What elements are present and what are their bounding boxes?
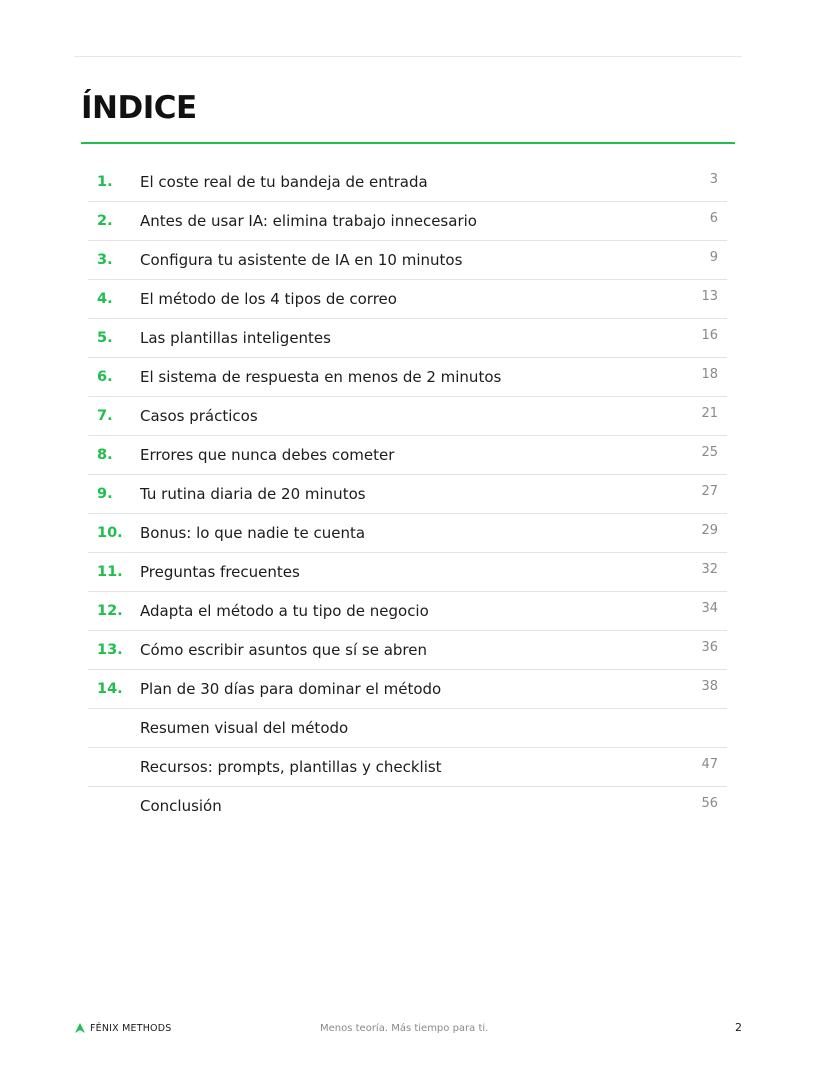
toc-entry-page-number: 36 (701, 640, 718, 655)
toc-entry[interactable] (88, 709, 727, 748)
toc-entry[interactable] (88, 358, 727, 397)
brand-name: FÉNIX METHODS (90, 1022, 172, 1034)
toc-entry-page-number: 18 (701, 367, 718, 382)
toc-entry-title: El coste real de tu bandeja de entrada (140, 173, 428, 191)
toc-entry-title: Casos prácticos (140, 407, 258, 425)
toc-entry-number: 6. (97, 369, 113, 385)
toc-entry-number: 2. (97, 213, 113, 229)
brand (74, 1022, 171, 1034)
toc-entry-title: Las plantillas inteligentes (140, 329, 331, 347)
toc-entry[interactable] (88, 241, 727, 280)
toc-entry[interactable] (88, 787, 727, 825)
toc-entry-title: Errores que nunca debes cometer (140, 446, 395, 464)
toc-entry[interactable] (88, 397, 727, 436)
toc-entry[interactable] (88, 631, 727, 670)
toc-entry-number: 12. (97, 603, 123, 619)
table-of-contents (88, 163, 727, 825)
toc-entry-title: Plan de 30 días para dominar el método (140, 680, 442, 698)
toc-entry-number: 10. (97, 525, 123, 541)
fenix-arrow-icon (74, 1022, 86, 1034)
toc-entry-title: El sistema de respuesta en menos de 2 minutos (140, 368, 502, 386)
toc-entry-title: Recursos: prompts, plantillas y checklist (140, 758, 442, 776)
toc-entry-title: Antes de usar IA: elimina trabajo innecesario (140, 212, 477, 230)
toc-entry-number: 11. (97, 564, 123, 580)
toc-entry-title: Conclusión (140, 797, 222, 815)
toc-entry-number: 14. (97, 681, 123, 697)
toc-entry-number: 9. (97, 486, 113, 502)
toc-entry[interactable] (88, 553, 727, 592)
toc-entry-page-number: 21 (701, 406, 718, 421)
toc-entry-title: El método de los 4 tipos de correo (140, 290, 397, 308)
top-divider (74, 56, 742, 57)
toc-entry-title: Tu rutina diaria de 20 minutos (140, 485, 366, 503)
toc-entry-number: 7. (97, 408, 113, 424)
toc-entry-page-number: 25 (701, 445, 718, 460)
toc-entry-page-number: 3 (709, 172, 718, 187)
toc-entry[interactable] (88, 670, 727, 709)
title-underline (81, 142, 735, 144)
toc-entry-page-number: 27 (701, 484, 718, 499)
toc-entry-page-number: 56 (701, 796, 718, 811)
toc-entry-page-number: 32 (701, 562, 718, 577)
toc-entry-number: 3. (97, 252, 113, 268)
toc-entry[interactable] (88, 475, 727, 514)
toc-entry[interactable] (88, 202, 727, 241)
toc-entry-title: Preguntas frecuentes (140, 563, 300, 581)
toc-entry[interactable] (88, 436, 727, 475)
toc-entry-number: 4. (97, 291, 113, 307)
toc-entry-page-number: 9 (709, 250, 718, 265)
toc-entry-title: Configura tu asistente de IA en 10 minutos (140, 251, 463, 269)
toc-entry-title: Resumen visual del método (140, 719, 349, 737)
toc-entry-page-number: 6 (709, 211, 718, 226)
toc-entry-number: 1. (97, 174, 113, 190)
toc-entry-page-number: 47 (701, 757, 718, 772)
toc-entry[interactable] (88, 592, 727, 631)
toc-entry-page-number: 16 (701, 328, 718, 343)
toc-entry[interactable] (88, 514, 727, 553)
toc-entry-page-number: 34 (701, 601, 718, 616)
toc-entry[interactable] (88, 748, 727, 787)
toc-entry-page-number: 29 (701, 523, 718, 538)
toc-entry[interactable] (88, 163, 727, 202)
toc-entry-number: 8. (97, 447, 113, 463)
toc-entry-title: Bonus: lo que nadie te cuenta (140, 524, 366, 542)
toc-entry[interactable] (88, 319, 727, 358)
toc-entry-page-number: 13 (701, 289, 718, 304)
toc-entry-number: 13. (97, 642, 123, 658)
toc-entry-title: Adapta el método a tu tipo de negocio (140, 602, 429, 620)
toc-entry[interactable] (88, 280, 727, 319)
toc-entry-title: Cómo escribir asuntos que sí se abren (140, 641, 427, 659)
toc-entry-page-number: 38 (701, 679, 718, 694)
page-title: ÍNDICE (81, 90, 197, 126)
footer-tagline: Menos teoría. Más tiempo para ti. (320, 1023, 489, 1034)
footer-page-number: 2 (735, 1021, 742, 1034)
page-footer (0, 1018, 816, 1042)
toc-entry-number: 5. (97, 330, 113, 346)
